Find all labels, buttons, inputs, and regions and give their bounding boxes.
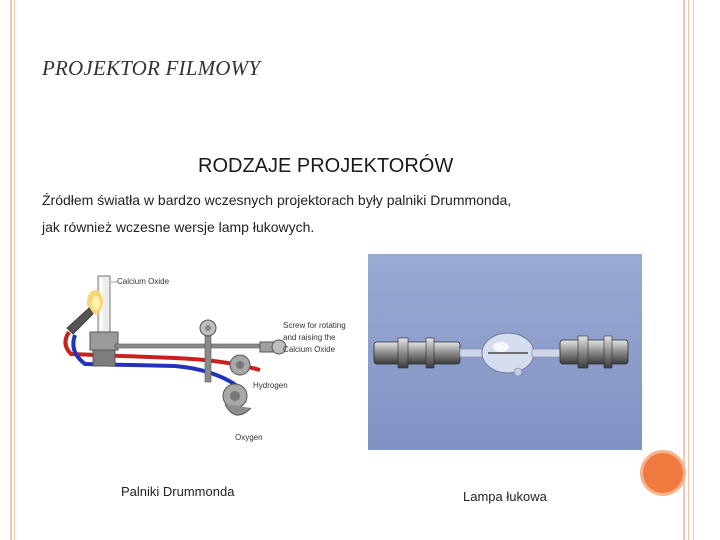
body-line-1: Źródłem światła w bardzo wczesnych projektorach były palniki Drummonda, xyxy=(42,192,512,208)
section-heading: RODZAJE PROJEKTORÓW xyxy=(198,155,454,177)
label-screw-2: and raising the xyxy=(283,333,336,342)
caption-drummond: Palniki Drummonda xyxy=(121,484,235,499)
label-hydrogen: Hydrogen xyxy=(253,381,288,390)
lamp-left-cap xyxy=(374,342,460,364)
frame-left-line-inner xyxy=(14,0,15,540)
limelight-diagram-svg xyxy=(55,262,355,467)
frame-right-line-outer xyxy=(693,0,694,540)
burner-nozzle xyxy=(67,308,93,334)
label-oxygen: Oxygen xyxy=(235,433,263,442)
caption-arc-lamp: Lampa łukowa xyxy=(463,489,547,504)
label-screw-3: Calcium Oxide xyxy=(283,345,336,354)
arc-lamp-svg xyxy=(368,254,642,450)
support-rod xyxy=(115,344,275,348)
decorative-circle-icon xyxy=(640,450,686,496)
frame-left-line xyxy=(10,0,12,540)
label-screw-1: Screw for rotating xyxy=(283,321,346,330)
arc-lamp-photo xyxy=(368,254,642,450)
label-calcium-oxide: Calcium Oxide xyxy=(117,277,170,286)
slide-title: PROJEKTOR FILMOWY xyxy=(42,56,261,80)
burner-base xyxy=(90,332,118,350)
frame-right-line-inner xyxy=(688,0,689,540)
lamp-right-cap xyxy=(560,340,628,364)
limelight-diagram xyxy=(55,262,355,467)
body-line-2: jak również wczesne wersje lamp łukowych. xyxy=(42,219,315,235)
frame-right-line xyxy=(683,0,685,540)
